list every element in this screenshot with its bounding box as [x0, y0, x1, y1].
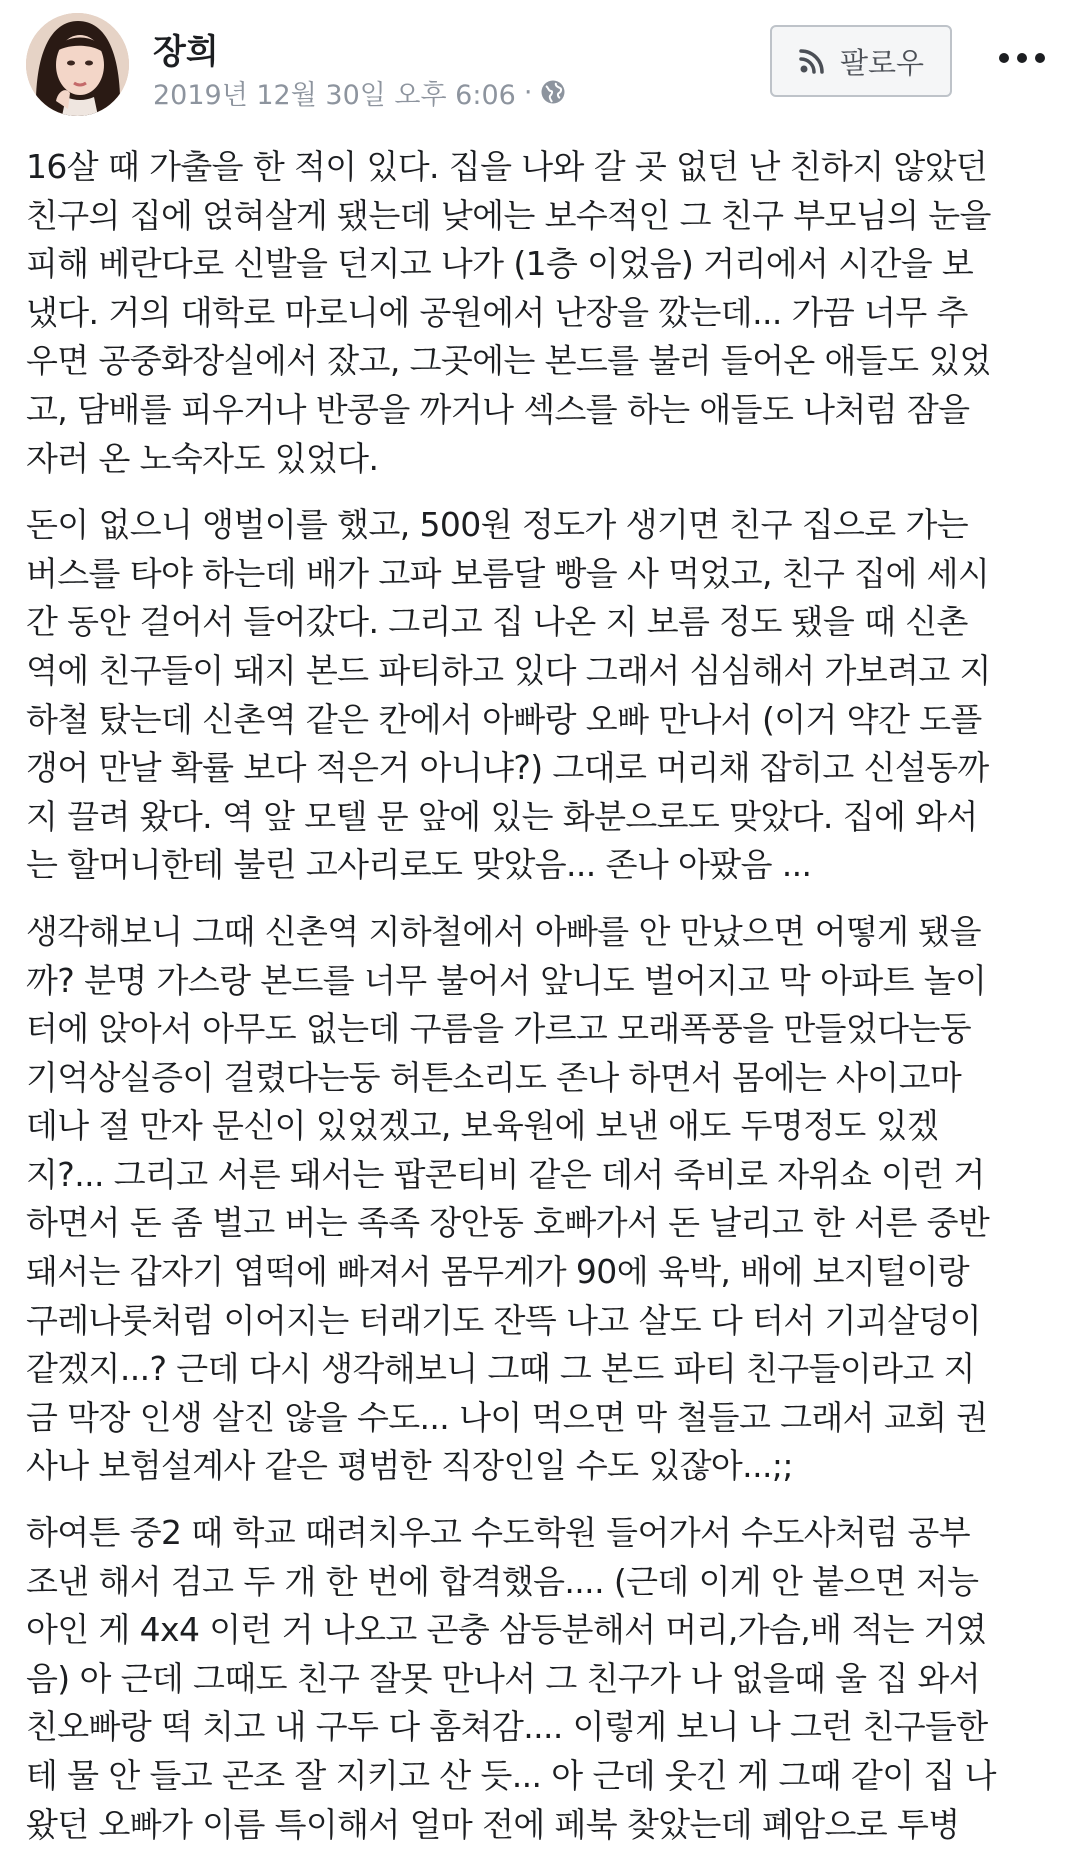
meta-separator: ·	[523, 76, 533, 108]
rss-icon	[798, 47, 826, 75]
post-paragraph: 돈이 없으니 앵벌이를 했고, 500원 정도가 생기면 친구 집으로 가는 버스를 타야 하는데 배가 고파 보름달 빵을 사 먹었고, 친구 집에 세시 간 동안 걸어서 들어갔다. 그리고 집 나온 지 보름 정도 됐을 때 신촌 역에 친구들이 돼지 본드 파티하고 있다 그래서 심심해서 가보려고 지 하철 탔는데 신촌역 같은 칸에서 아빠랑 오빠 만나서 (이거 약간 도플 갱어 만날 확률 보다 적은거 아니냐?) 그대로 머리채 잡히고 신설동까 지 끌려 왔다. 역 앞 모텔 문 앞에 있는 화분으로도 맞았다. 집에 와서 는 할머니한테 불린 고사리로도 맞았음... 존나 아팠음 ...	[26, 505, 991, 885]
follow-button[interactable]	[770, 25, 952, 97]
globe-icon[interactable]	[540, 79, 566, 105]
avatar[interactable]	[26, 13, 129, 116]
follow-label: 팔로우	[839, 45, 925, 80]
more-options-button[interactable]	[992, 38, 1052, 78]
more-options-icon	[998, 52, 1046, 64]
post-body	[26, 143, 1056, 1867]
post-header	[0, 0, 1080, 130]
post-timestamp[interactable]: 2019년 12월 30일 오후 6:06	[153, 79, 516, 111]
post-paragraph: 생각해보니 그때 신촌역 지하철에서 아빠를 안 만났으면 어떻게 됐을 까? 분명 가스랑 본드를 너무 불어서 앞니도 벌어지고 막 아파트 놀이 터에 앉아서 아무도 없는데 구름을 가르고 모래폭풍을 만들었다는둥 기억상실증이 걸렸다는둥 허튼소리도 존나 하면서 몸에는 사이고마 데나 절 만자 문신이 있었겠고, 보육원에 보낸 애도 두명정도 있겠 지?... 그리고 서른 돼서는 팝콘티비 같은 데서 죽비로 자위쇼 이런 거 하면서 돈 좀 벌고 버는 족족 장안동 호빠가서 돈 날리고 한 서른 중반 돼서는 갑자기 엽떡에 빠져서 몸무게가 90에 육박, 배에 보지털이랑 구레나룻처럼 이어지는 터래기도 잔뜩 나고 살도 다 터서 기괴살덩이 같겠지...? 근데 다시 생각해보니 그때 그 본드 파티 친구들이라고 지 금 막장 인생 살진 않을 수도... 나이 먹으면 막 철들고 그래서 교회 권 사나 보험설계사 같은 평범한 직장인일 수도 있잖아...;;	[26, 911, 990, 1486]
profile-photo	[26, 13, 129, 116]
author-name[interactable]: 장희	[153, 32, 219, 72]
post-meta	[153, 72, 566, 112]
post-paragraph: 16살 때 가출을 한 적이 있다. 집을 나와 갈 곳 없던 난 친하지 않았던 친구의 집에 얹혀살게 됐는데 낮에는 보수적인 그 친구 부모님의 눈을 피해 베란다로 신발을 던지고 나가 (1층 이었음) 거리에서 시간을 보 냈다. 거의 대학로 마로니에 공원에서 난장을 깠는데... 가끔 너무 추 우면 공중화장실에서 잤고, 그곳에는 본드를 불러 들어온 애들도 있었 고, 담배를 피우거나 반콩을 까거나 섹스를 하는 애들도 나처럼 잠을 자러 온 노숙자도 있었다.	[26, 147, 991, 478]
post-paragraph: 하여튼 중2 때 학교 때려치우고 수도학원 들어가서 수도사처럼 공부 조낸 해서 검고 두 개 한 번에 합격했음.... (근데 이게 안 붙으면 저능 아인 게 4x4 이런 거 나오고 곤충 삼등분해서 머리,가슴,배 적는 거였 음) 아 근데 그때도 친구 잘못 만나서 그 친구가 나 없을때 울 집 와서 친오빠랑 떡 치고 내 구두 다 훔쳐감.... 이렇게 보니 나 그런 친구들한 테 물 안 들고 곤조 잘 지키고 산 듯... 아 근데 웃긴 게 그때 같이 집 나 왔던 오빠가 이름 특이해서 얼마 전에 페북 찾았는데 폐암으로 투병	[26, 1513, 996, 1844]
